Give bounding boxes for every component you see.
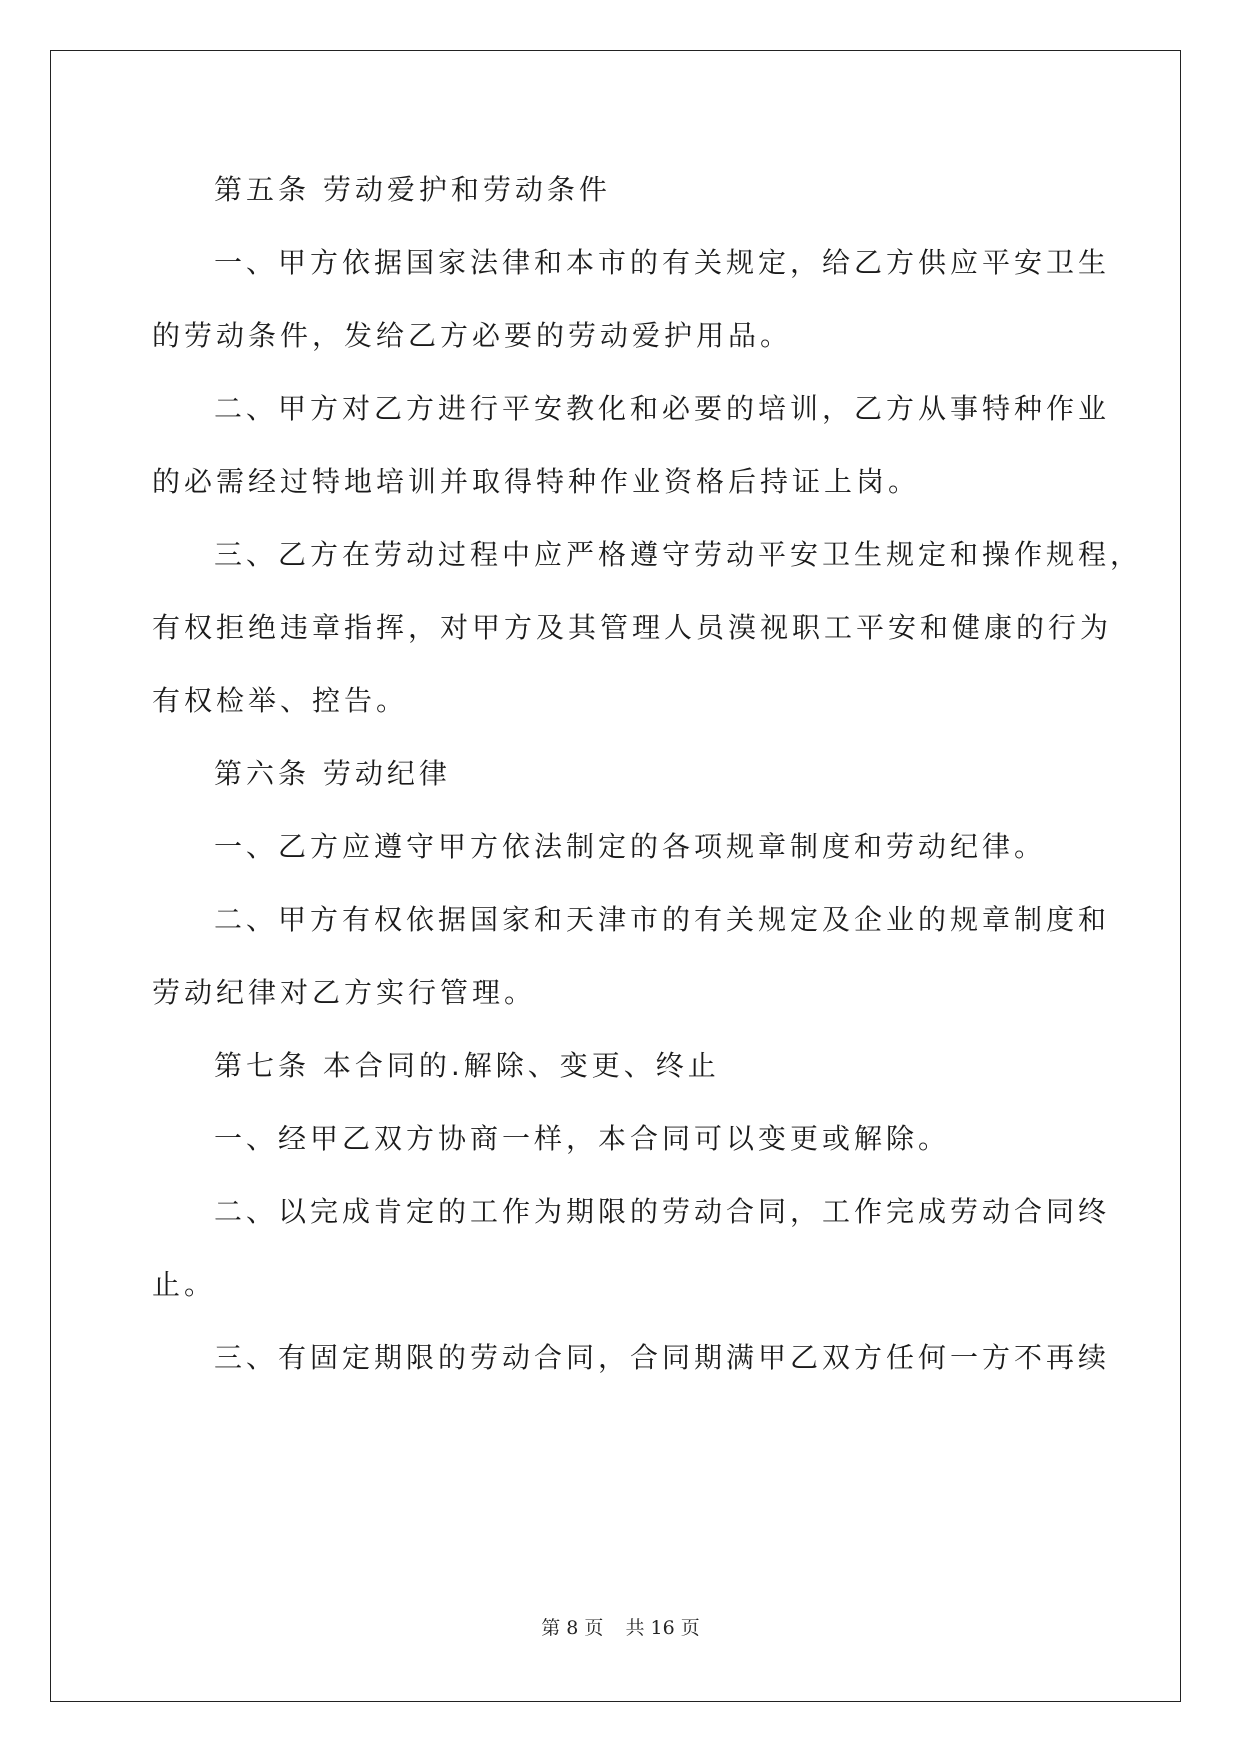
paragraph-line: 的必需经过特地培训并取得特种作业资格后持证上岗。 bbox=[152, 465, 921, 498]
page-number: 第 8 页 bbox=[541, 1617, 604, 1639]
paragraph-line: 二、甲方对乙方进行平安教化和必要的培训，乙方从事特种作业 bbox=[214, 392, 1111, 425]
section-heading-5: 第五条 劳动爱护和劳动条件 bbox=[214, 173, 611, 206]
section-heading-6: 第六条 劳动纪律 bbox=[214, 757, 451, 790]
paragraph-line: 劳动纪律对乙方实行管理。 bbox=[152, 976, 537, 1009]
paragraph-line: 一、乙方应遵守甲方依法制定的各项规章制度和劳动纪律。 bbox=[214, 830, 1047, 863]
paragraph-line: 三、乙方在劳动过程中应严格遵守劳动平安卫生规定和操作规程， bbox=[214, 538, 1143, 571]
paragraph-line: 一、经甲乙双方协商一样，本合同可以变更或解除。 bbox=[214, 1122, 951, 1155]
paragraph-line: 二、以完成肯定的工作为期限的劳动合同，工作完成劳动合同终 bbox=[214, 1195, 1111, 1228]
page-total: 共 16 页 bbox=[625, 1617, 700, 1639]
paragraph-line: 一、甲方依据国家法律和本市的有关规定，给乙方供应平安卫生 bbox=[214, 246, 1111, 279]
paragraph-line: 的劳动条件，发给乙方必要的劳动爱护用品。 bbox=[152, 319, 793, 352]
section-heading-7: 第七条 本合同的.解除、变更、终止 bbox=[214, 1049, 720, 1082]
paragraph-line: 有权检举、控告。 bbox=[152, 684, 409, 717]
paragraph-line: 有权拒绝违章指挥，对甲方及其管理人员漠视职工平安和健康的行为 bbox=[152, 611, 1113, 644]
page-footer bbox=[0, 1613, 1241, 1640]
paragraph-line: 止。 bbox=[152, 1268, 217, 1301]
paragraph-line: 三、有固定期限的劳动合同，合同期满甲乙双方任何一方不再续 bbox=[214, 1341, 1111, 1374]
page-border bbox=[50, 50, 1181, 1702]
paragraph-line: 二、甲方有权依据国家和天津市的有关规定及企业的规章制度和 bbox=[214, 903, 1111, 936]
